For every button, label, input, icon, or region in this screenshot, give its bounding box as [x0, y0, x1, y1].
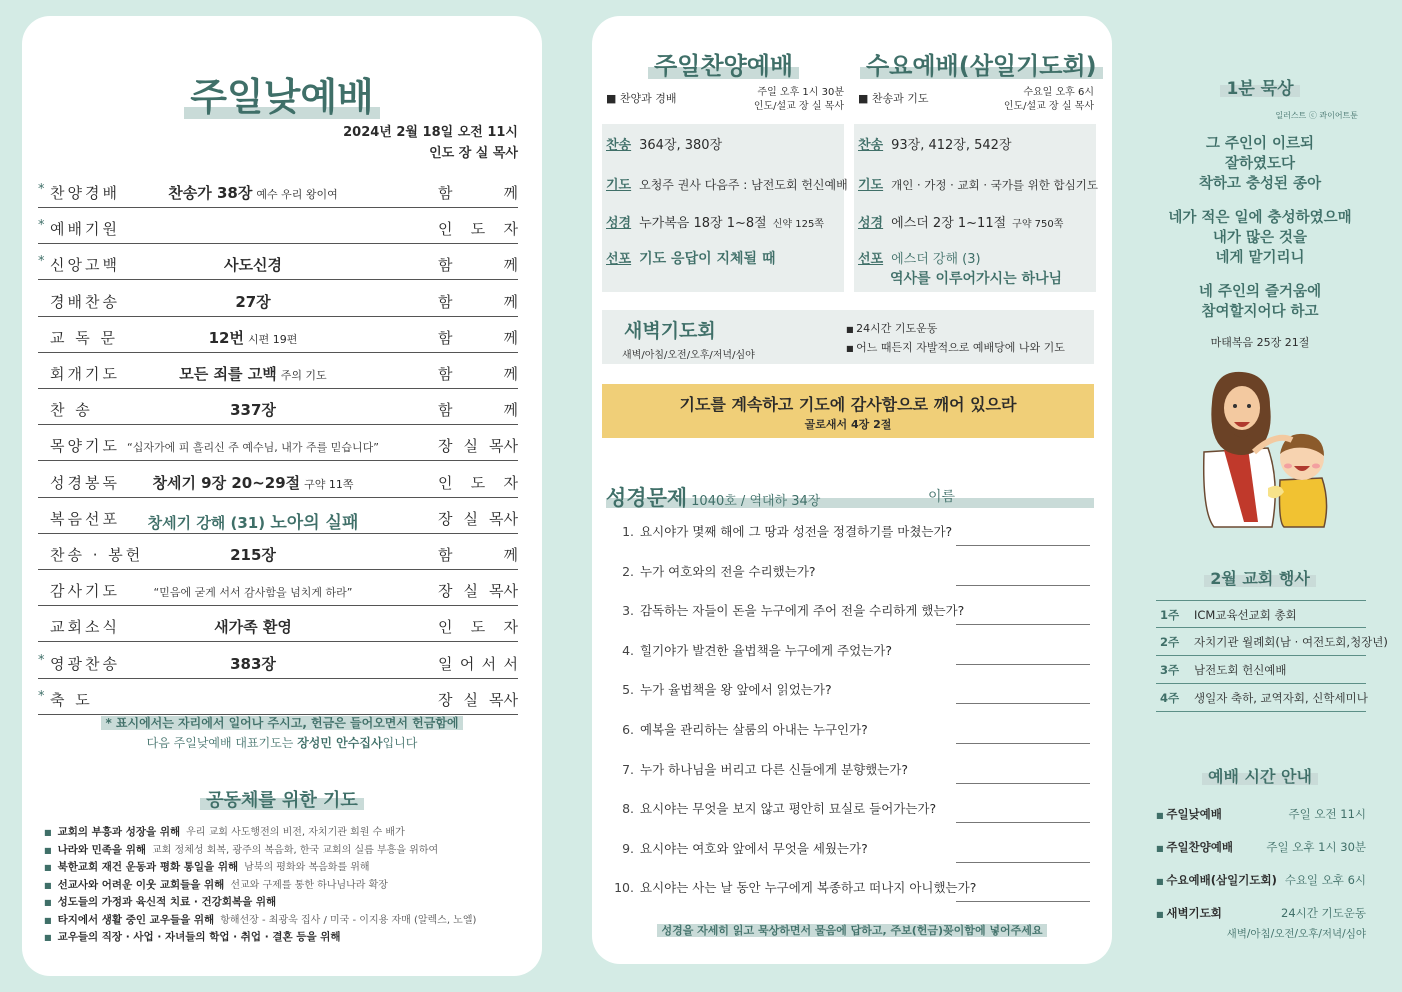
question-text: 누가 여호와의 전을 수리했는가? — [640, 563, 816, 579]
wednesday-box: 찬송 93장, 412장, 542장 기도 개인 · 가정 · 교회 · 국가를 위한 합심기도 성경 에스더 2장 1~11절 구약 750쪽 선포 에스더 강해 (3) 역사를 이루어가시는 하나님 — [854, 124, 1096, 292]
order-item-name: 찬송 · 봉헌 — [50, 546, 144, 564]
question-number: 7. — [622, 761, 634, 777]
verse-banner: 기도를 계속하고 기도에 감사함으로 깨어 있으라 골로새서 4장 2절 — [602, 384, 1094, 438]
order-item-by — [438, 254, 518, 275]
sunday-praise-title: 주일찬양예배 — [654, 46, 793, 81]
order-row — [38, 395, 518, 425]
worship-date: 2024년 2월 18일 오전 11시 인도 장 실 목사 — [343, 122, 518, 164]
order-item-by — [438, 291, 518, 312]
quiz-question — [612, 562, 1090, 592]
quiz-question — [612, 601, 1090, 631]
order-item-by — [438, 653, 518, 674]
event-row — [1156, 656, 1366, 684]
by-part: 함 — [438, 292, 453, 311]
order-item-name: 성경봉독 — [50, 473, 120, 492]
order-item-content — [98, 363, 408, 384]
question-number: 8. — [622, 801, 634, 817]
order-row — [38, 685, 518, 715]
meditation-text-3: 네 주인의 즐거움에 참여할지어다 하고 — [1198, 284, 1322, 320]
by-part: 도 — [470, 220, 486, 239]
wednesday-title: 수요예배(삼일기도회) — [866, 46, 1097, 81]
standing-mark: * — [38, 688, 45, 704]
prayer-item — [44, 912, 476, 930]
prayer-detail: 남북의 평화와 복음화를 위해 — [244, 862, 370, 873]
order-item-by — [438, 616, 518, 637]
order-item-content — [98, 182, 408, 203]
by-part: 장 — [438, 509, 453, 528]
service-times-title: 예배 시간 안내 — [1152, 764, 1368, 787]
answer-line[interactable] — [956, 624, 1090, 625]
prayer-topic: 교회의 부흥과 성장을 위해 — [57, 826, 181, 838]
order-item-name: 교회소식 — [50, 618, 120, 637]
question-number: 4. — [622, 642, 634, 658]
event-week: 1주 — [1160, 608, 1180, 622]
jesus-figure-icon — [1204, 372, 1275, 527]
prayer-item — [44, 894, 476, 912]
question-text: 누가 율법책을 왕 앞에서 읽었는가? — [640, 682, 832, 698]
by-part: 께 — [503, 292, 518, 311]
child-figure-icon — [1268, 434, 1327, 527]
quiz-note: 성경을 자세히 읽고 묵상하면서 물음에 답하고, 주보(헌금)꽂이함에 넣어주세요 — [592, 922, 1112, 938]
answer-line[interactable] — [956, 783, 1090, 784]
prayer-detail: 항해선장 - 최광욱 집사 / 미국 - 이지용 자매 (알렉스, 노엘) — [220, 914, 477, 926]
sermon-series: 창세기 강해 (31) — [147, 513, 266, 532]
by-part: 목사 — [489, 582, 518, 601]
by-part: 자 — [503, 473, 518, 492]
by-part: 께 — [503, 256, 518, 275]
by-part: 인 — [438, 220, 453, 239]
order-item-name: 찬양경배 — [50, 184, 120, 202]
content-text: 창세기 9장 20~29절 — [152, 473, 301, 492]
prayer-detail: 교회 정체성 회복, 광주의 복음화, 한국 교회의 실름 부흥을 위하여 — [152, 844, 439, 856]
meditation-text-2: 네가 적은 일에 충성하였으매 내가 많은 것을 네게 맡기리니 — [1168, 210, 1352, 266]
question-text: 누가 하나님을 버리고 다른 신들에게 분향했는가? — [640, 761, 909, 777]
content-text: “믿음에 굳게 서서 감사함을 넘치게 하라” — [153, 586, 353, 600]
prayer-item — [44, 929, 476, 947]
service-name: ■ 수요예배(삼일기도회) — [1156, 872, 1277, 888]
order-row — [38, 178, 518, 208]
standing-mark: * — [38, 182, 45, 197]
order-item-content — [98, 584, 408, 600]
event-text: 생일자 축하, 교역자회, 신학세미나 — [1194, 691, 1368, 705]
event-week: 4주 — [1160, 691, 1180, 705]
by-part: 일 — [438, 654, 453, 673]
order-item-content — [98, 254, 408, 275]
question-text: 힐기야가 발견한 율법책을 누구에게 주었는가? — [640, 642, 892, 658]
by-part: 어 — [459, 654, 475, 673]
order-item-name: 교 독 문 — [50, 328, 119, 347]
question-text: 요시야는 사는 날 동안 누구에게 복종하고 떠나지 아니했는가? — [640, 880, 977, 896]
content-sub: 예수 우리 왕이여 — [256, 188, 338, 201]
event-week: 3주 — [1160, 663, 1180, 677]
by-part: 자 — [503, 618, 518, 637]
by-part: 실 — [463, 690, 478, 709]
by-part: 께 — [503, 365, 518, 383]
order-row — [38, 431, 518, 461]
service-time: 주일 오후 1시 30분 — [1266, 840, 1366, 854]
order-item-name: 복음선포 — [50, 509, 120, 528]
question-number: 2. — [622, 563, 634, 579]
answer-line[interactable] — [956, 545, 1090, 546]
by-part: 장 — [438, 690, 453, 709]
prayer-topic: 타지에서 생활 중인 교우들을 위해 — [57, 913, 215, 926]
page-title: 주일낮예배 — [22, 66, 542, 121]
quiz-question — [612, 799, 1090, 829]
service-name: ■ 새벽기도회 — [1156, 905, 1222, 921]
by-part: 함 — [438, 401, 453, 420]
worship-panel — [22, 16, 542, 976]
content-text: 27장 — [235, 292, 271, 311]
by-part: 께 — [503, 184, 518, 202]
prayer-topic: 교우들의 직장 · 사업 · 자녀들의 학업 · 취업 · 결혼 등을 위해 — [57, 931, 341, 943]
quiz-question — [612, 720, 1090, 750]
order-row — [38, 323, 518, 353]
by-part: 인 — [438, 473, 453, 492]
answer-line[interactable] — [956, 901, 1090, 902]
event-text: 남전도회 헌신예배 — [1194, 663, 1287, 677]
event-text: ICM교육선교회 총회 — [1194, 608, 1297, 622]
service-name: ■ 주일낮예배 — [1156, 806, 1222, 822]
prayer-item — [44, 842, 476, 860]
question-number: 3. — [622, 603, 634, 619]
order-item-content — [98, 291, 408, 312]
service-time: 주일 오전 11시 — [1288, 807, 1366, 821]
by-part: 함 — [438, 546, 453, 564]
content-text: 찬송가 38장 — [168, 184, 253, 202]
order-row — [38, 214, 518, 244]
worship-leader: 인도 장 실 목사 — [429, 146, 518, 161]
order-item-by — [438, 435, 518, 456]
quiz-question — [612, 839, 1090, 869]
by-part: 실 — [463, 437, 478, 456]
order-row — [38, 649, 518, 679]
by-part: 장 — [438, 437, 453, 456]
order-item-content — [98, 616, 408, 637]
order-item-content — [98, 544, 408, 565]
services-panel — [592, 16, 1112, 964]
standing-mark: * — [38, 218, 45, 234]
next-prayer-note: 다음 주일낮예배 대표기도는 장성민 안수집사입니다 — [146, 736, 418, 750]
prayer-item — [44, 859, 476, 877]
order-item-by — [438, 327, 518, 348]
question-text: 예복을 관리하는 살룸의 아내는 누구인가? — [640, 722, 868, 737]
prayer-item — [44, 877, 476, 895]
question-number: 10. — [614, 880, 634, 896]
order-item-by — [438, 689, 518, 710]
wednesday-header: ■ 찬송과 기도 수요일 오후 6시 인도/설교 장 실 목사 — [858, 87, 1094, 112]
prayer-topic: 북한교회 재건 운동과 평화 통일을 위해 — [57, 861, 239, 873]
prayer-topic: 성도들의 가정과 육신적 치료 · 건강회복을 위해 — [57, 896, 277, 908]
question-text: 감독하는 자들이 돈을 누구에게 주어 전을 수리하게 했는가? — [640, 603, 965, 619]
by-part: 도 — [470, 473, 486, 492]
quiz-question — [612, 522, 1090, 552]
event-text: 자치기관 월례회(남 · 여전도회,청장년) — [1194, 635, 1388, 649]
content-sub: 시편 19편 — [248, 332, 298, 346]
by-part: 목사 — [489, 690, 518, 709]
order-row — [38, 250, 518, 280]
prayer-topic: 선교사와 어려운 이웃 교회들을 위해 — [57, 878, 225, 891]
order-row — [38, 576, 518, 606]
by-part: 께 — [503, 401, 518, 420]
content-text: 새가족 환영 — [214, 618, 292, 637]
standing-mark: * — [38, 254, 45, 270]
order-item-content — [98, 399, 408, 420]
service-name: ■ 주일찬양예배 — [1156, 839, 1233, 855]
order-row — [38, 468, 518, 498]
community-prayer-title: 공동체를 위한 기도 — [22, 786, 542, 812]
sunday-praise-box: 찬송 364장, 380장 기도 오청주 권사 다음주 : 남전도회 헌신예배 성경 누가복음 18장 1~8절 신약 125쪽 선포 기도 응답이 지체될 때 — [602, 124, 844, 292]
question-number: 1. — [622, 524, 634, 539]
standing-mark: * — [38, 652, 45, 668]
order-item-name: 목양기도 — [50, 437, 120, 456]
content-text: 12번 — [208, 328, 244, 347]
question-number: 9. — [622, 840, 634, 856]
order-item-by — [438, 218, 518, 239]
order-row — [38, 504, 518, 534]
order-item-by — [438, 472, 518, 493]
order-item-by — [438, 363, 518, 384]
by-part: 함 — [438, 256, 453, 275]
answer-line[interactable] — [956, 585, 1090, 586]
question-text: 요시야는 여호와 앞에서 무엇을 세웠는가? — [640, 840, 868, 856]
content-sub: 주의 기도 — [280, 369, 327, 382]
quiz-question — [612, 641, 1090, 671]
question-number: 5. — [622, 682, 634, 698]
community-prayer-list — [44, 824, 476, 947]
by-part: 서 — [481, 654, 497, 673]
by-part: 실 — [463, 509, 478, 528]
order-item-content — [98, 327, 408, 348]
order-row — [38, 612, 518, 642]
sermon-title: 노아의 실패 — [270, 512, 359, 533]
order-item-by — [438, 399, 518, 420]
order-row — [38, 540, 518, 570]
by-part: 인 — [438, 618, 453, 637]
by-part: 실 — [463, 582, 478, 601]
order-item-name: 예배기원 — [50, 220, 120, 239]
order-item-content — [98, 508, 408, 533]
answer-line[interactable] — [956, 822, 1090, 823]
order-item-by — [438, 580, 518, 601]
event-row — [1156, 684, 1366, 712]
order-item-name: 경배찬송 — [50, 292, 120, 311]
answer-line[interactable] — [956, 664, 1090, 665]
event-week: 2주 — [1160, 635, 1180, 649]
service-time: 수요일 오후 6시 — [1284, 873, 1366, 887]
service-time: 24시간 기도운동 — [1281, 906, 1366, 920]
by-part: 께 — [503, 546, 518, 564]
content-sub: 구약 11쪽 — [304, 477, 354, 491]
order-item-name: 찬 송 — [50, 401, 93, 420]
order-row — [38, 287, 518, 317]
question-text: 요시야는 무엇을 보지 않고 평안히 묘실로 들어가는가? — [640, 801, 937, 817]
order-item-by — [438, 508, 518, 529]
prayer-detail: 우리 교회 사도행전의 비전, 자치기관 회원 수 배가 — [186, 827, 405, 838]
meditation-reference: 마태복음 25장 21절 — [1210, 336, 1310, 349]
order-item-name: 신앙고백 — [50, 256, 120, 275]
by-part: 서 — [503, 654, 518, 673]
by-part: 도 — [470, 618, 486, 637]
answer-line[interactable] — [956, 743, 1090, 744]
content-text: 215장 — [230, 546, 276, 564]
jesus-child-illustration — [1184, 362, 1354, 532]
order-item-by — [438, 544, 518, 565]
meditation-title: 1분 묵상 — [1152, 74, 1368, 99]
dawn-prayer-box: 새벽기도회 새벽/아침/오전/오후/저녁/심야 ■ 24시간 기도운동 ■ 어느 때든지 자발적으로 예배당에 나와 기도 — [602, 310, 1094, 364]
answer-line[interactable] — [956, 703, 1090, 704]
standing-note: * 표시에서는 자리에서 일어나 주시고, 헌금은 들어오면서 헌금함에 — [22, 714, 542, 731]
content-text: 383장 — [230, 654, 276, 673]
order-item-name: 축 도 — [50, 690, 93, 709]
event-row — [1156, 628, 1388, 656]
order-item-content — [98, 653, 408, 674]
content-text: “십자가에 피 흘리신 주 예수님, 내가 주를 믿습니다” — [127, 441, 379, 455]
by-part: 목사 — [489, 437, 518, 456]
content-text: 337장 — [230, 401, 276, 420]
illustration-credit: 일러스트 ⓒ 콰이어트툰 — [1275, 111, 1358, 120]
question-number: 6. — [622, 722, 634, 737]
quiz-question — [612, 760, 1090, 790]
order-item-content — [98, 439, 408, 455]
content-text: 사도신경 — [224, 256, 282, 275]
by-part: 함 — [438, 328, 453, 347]
order-row — [38, 359, 518, 389]
order-item-name: 감사기도 — [50, 582, 120, 601]
event-row — [1156, 600, 1366, 628]
by-part: 함 — [438, 365, 453, 383]
sunday-praise-header: ■ 찬양과 경배 주일 오후 1시 30분 인도/설교 장 실 목사 — [606, 87, 844, 112]
order-item-name: 영광찬송 — [50, 654, 120, 673]
meditation-text-1: 그 주인이 이르되 잘하였도다 착하고 충성된 종아 — [1198, 136, 1322, 192]
by-part: 함 — [438, 184, 453, 202]
prayer-detail: 선교와 구제를 통한 하나님나라 확장 — [230, 879, 388, 891]
order-item-by — [438, 182, 518, 203]
prayer-topic: 나라와 민족을 위해 — [57, 843, 147, 856]
order-item-content — [98, 472, 408, 493]
by-part: 장 — [438, 582, 453, 601]
by-part: 께 — [503, 328, 518, 347]
content-text: 모든 죄를 고백 — [179, 365, 277, 383]
by-part: 목사 — [489, 509, 518, 528]
question-text: 요시야가 몇째 해에 그 땅과 성전을 정결하기를 마쳤는가? — [640, 524, 953, 539]
answer-line[interactable] — [956, 862, 1090, 863]
quiz-header: 성경문제 1040호 / 역대하 34장 이름 — [606, 482, 1094, 508]
prayer-item — [44, 824, 476, 842]
quiz-question — [612, 878, 1090, 908]
by-part: 자 — [503, 220, 518, 239]
quiz-question — [612, 680, 1090, 710]
events-title: 2월 교회 행사 — [1152, 566, 1368, 589]
order-item-name: 회개기도 — [50, 365, 120, 383]
